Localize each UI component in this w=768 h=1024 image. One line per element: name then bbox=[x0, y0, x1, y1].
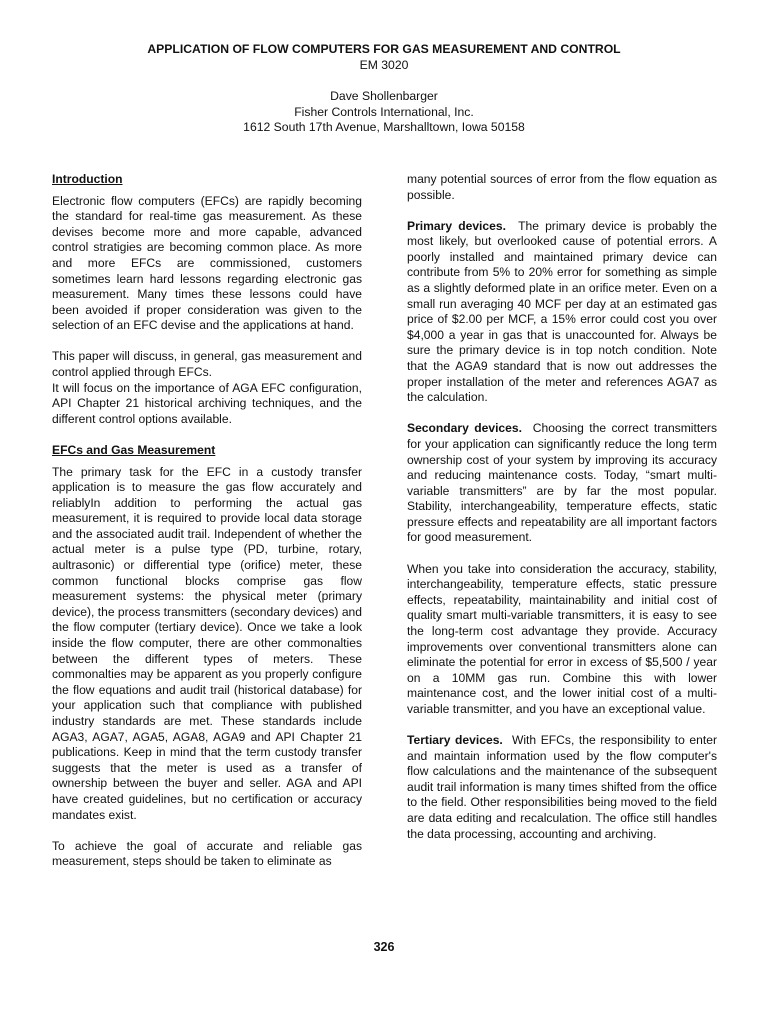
primary-devices-lead: Primary devices. bbox=[407, 218, 506, 233]
intro-paragraph-2: This paper will discuss, in general, gas measurement and control applied through EFCs. bbox=[52, 349, 362, 380]
accuracy-paragraph: When you take into consideration the accuracy, stability, interchangeability, temperature effects, static pressure effects, repeatability, maintainability and initial cost of quality smart multi-variable transmitters, it is easy to see the long-term cost advantage they provide. Accuracy improvements over conventional transmitters alone can eliminate the potential for error in excess of $5,500 / year on a 10MM gas run. Combine this with lower maintenance cost, and the lower initial cost of a multi-variable transmitter, and you have an exceptional value. bbox=[407, 561, 717, 716]
author-affiliation: Fisher Controls International, Inc. bbox=[294, 104, 474, 119]
author-address: 1612 South 17th Avenue, Marshalltown, Iowa 50158 bbox=[243, 120, 525, 134]
secondary-devices-lead: Secondary devices. bbox=[407, 421, 522, 436]
author-name: Dave Shollenbarger bbox=[330, 89, 438, 103]
paper-title: APPLICATION OF FLOW COMPUTERS FOR GAS MEASUREMENT AND CONTROL bbox=[147, 42, 621, 56]
efc-paragraph-1: The primary task for the EFC in a custody transfer application is to measure the gas flow accurately and reliablyIn addition to performing the actual gas measurement, it is required to provide local data storage and the associated audit trail. Independent of whether the actual meter is a pulse type (PD, turbine, rotary, aultrasonic) or differential type (orifice) meter, these common functional blocks comprise gas flow measurement systems: the physical meter (primary device), the process transmitters (secondary devices) and the flow computer (tertiary device). Once we take a look inside the flow computer, there are other commonalties between the different types of meters. These commonalties may be apparent as you properly configure the flow equations and audit trail (historical database) for your application such that compliance with published industry standards are met. These standards include AGA3, AGA7, AGA5, AGA8, AGA9 and API Chapter 21 publications. Keep in mind that the term custody transfer suggests that the meter is used as a transfer of ownership between the buyer and seller. AGA and API have created guidelines, but no certification or accuracy mandates exist. bbox=[52, 464, 362, 822]
paper-code: EM 3020 bbox=[359, 57, 409, 72]
primary-devices-text: The primary device is probably the most likely, but overlooked cause of potential errors. A poorly installed and maintained primary device can contribute from 5% to 20% error for something as simple as a slightly deformed plate in an orifice meter. Even on a small run averaging 40 MCF per day at an estimated gas price of $2.00 per MCF, a 15% error could cost you over $4,000 a year in gas that is unaccounted for. Always be sure the primary device is in top notch condition. Note that the AGA9 standard that is now out addresses the proper installation of the meter and references AGA7 as the calculation. bbox=[407, 218, 717, 405]
secondary-devices-text: Choosing the correct transmitters for your application can significantly reduce the long term ownership cost of your system by improving its accuracy and reducing maintenance costs. Today, “smart multi-variable transmitters” are by far the most popular. Stability, interchangeability, temperature effects, static pressure effects and repeatability are all important factors for good measurement. bbox=[407, 421, 717, 545]
left-column bbox=[52, 172, 362, 885]
continued-paragraph: many potential sources of error from the flow equation as possible. bbox=[407, 172, 717, 202]
intro-paragraph-3: It will focus on the importance of AGA EFC configuration, API Chapter 21 historical archiving techniques, and the different control options available. bbox=[52, 380, 362, 426]
paper-header bbox=[0, 42, 768, 136]
tertiary-devices-text: With EFCs, the responsibility to enter and maintain information used by the flow computer's flow calculations and the maintenance of the subsequent audit trail information is many times shifted from the office to the field. Other responsibilities being moved to the field are data editing and recalculation. The office still handles the data processing, accounting and archiving. bbox=[407, 733, 717, 841]
efc-section-heading: EFCs and Gas Measurement bbox=[52, 442, 216, 457]
introduction-heading: Introduction bbox=[52, 172, 123, 186]
secondary-devices-paragraph bbox=[407, 421, 717, 546]
intro-paragraph-1: Electronic flow computers (EFCs) are rapidly becoming the standard for real-time gas measurement. As these devises become more and more capable, advanced control stratigies are becoming common place. As more and more EFCs are commissioned, customers sometimes learn hard lessons regarding electronic gas measurement. Many times these lessons could have been avoided if proper consideration was given to the selection of an EFC devise and the applications at hand. bbox=[52, 193, 362, 333]
tertiary-devices-lead: Tertiary devices. bbox=[407, 733, 503, 747]
tertiary-devices-paragraph bbox=[407, 733, 717, 842]
efc-paragraph-2: To achieve the goal of accurate and reliable gas measurement, steps should be taken to eliminate as bbox=[52, 838, 362, 869]
right-column bbox=[407, 172, 717, 858]
primary-devices-paragraph bbox=[407, 219, 717, 406]
page-number: 326 bbox=[373, 940, 395, 954]
